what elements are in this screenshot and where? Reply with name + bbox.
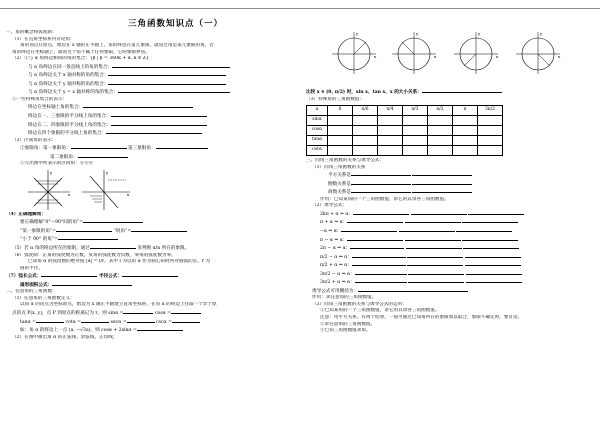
text-line: 注意：用平方关系，有两个结果，一般可通过已知角所在的象限加以取合，象限不确定时，要讨论。 (320, 315, 523, 321)
text-line: ②一些特殊角集合的表示： (12, 96, 68, 102)
unit-circle-figures (306, 30, 596, 88)
unit-circles (306, 30, 596, 88)
table-cell: π/3 (403, 106, 428, 116)
angle-figures (6, 168, 293, 212)
page-title: 三角函数知识点（一） (128, 19, 224, 29)
table-cell[interactable] (328, 126, 353, 136)
answer-blank[interactable] (108, 71, 226, 76)
answer-blank[interactable] (351, 180, 411, 185)
table-cell[interactable] (478, 136, 503, 146)
text-line: 终边在一、三象限的平分线上角的集合： (6, 112, 293, 121)
text-line: （1）任意角的三角函数定义： (12, 295, 75, 301)
text-line: ①已知某角的一个三角函数值，求它的其余各三角函数值。 (320, 308, 440, 314)
table-cell[interactable] (378, 136, 403, 146)
text-line: 作用：求任意角的三角函数值。 (312, 295, 377, 301)
answer-blank[interactable] (399, 227, 455, 232)
text-line: 与 α 角终边关于 y = x 轴对称的角的集合： (6, 88, 293, 97)
table-row-label: tanα (307, 136, 328, 146)
answer-blank[interactable] (462, 218, 518, 223)
text-line: 角的顶点在原点，始边在 x 轴的正半轴上，角的终边在第几象限，就说过角是第几象限的角，若 (20, 43, 214, 49)
svg-text:y: y (106, 169, 109, 175)
table-cell[interactable] (478, 126, 503, 136)
text-line: （7）弧长公式： 半径公式： (6, 272, 293, 281)
table-cell: α (307, 106, 328, 116)
text-line: 商数关系是 (306, 188, 596, 197)
table-cell[interactable] (428, 126, 453, 136)
table-cell[interactable] (353, 116, 378, 126)
answer-blank[interactable] (56, 227, 112, 232)
text-line: 诱导公式可用概括为： (306, 287, 596, 296)
text-line: ①象限角：第一象限角： 第三象限角： (6, 144, 293, 153)
text-line: （6）弧度制：正角的弧度数为正数，负角的弧度数为负数，零角的弧度数为零。 (12, 252, 176, 258)
text-line: 已知角 α 的弧度数的绝对值 |α| = l/r，其中 l 为以角 α 作为圆心角时所对圆弧的长，r 为 (28, 259, 211, 265)
answer-blank[interactable] (405, 218, 461, 223)
text-line: π/2 − α ⇒ α： (306, 253, 596, 262)
table-cell[interactable] (378, 126, 403, 136)
table-row-label: sinα (307, 116, 328, 126)
answer-blank[interactable] (352, 261, 406, 266)
answer-blank[interactable] (407, 261, 463, 266)
answer-blank[interactable] (123, 309, 153, 314)
answer-blank[interactable] (81, 318, 109, 323)
text-line: “小于 90° 的角”= (6, 235, 293, 244)
answer-blank[interactable] (412, 188, 472, 193)
table-cell: π (453, 106, 478, 116)
answer-blank[interactable] (112, 63, 230, 68)
answer-blank[interactable] (127, 318, 155, 323)
text-line: 与 α 角终边关于 y 轴对称的角的集合： (6, 80, 293, 89)
table-cell[interactable] (403, 146, 428, 156)
svg-text:x: x (434, 54, 437, 59)
answer-blank[interactable] (463, 244, 519, 249)
section-heading: 二、任意角的三角函数： (6, 289, 57, 295)
text-line: 圆的半径。 (20, 265, 43, 271)
text-line: （3）区间角的表示： (12, 137, 57, 143)
text-line: 倒数关系是 (306, 180, 596, 189)
table-cell[interactable] (328, 146, 353, 156)
answer-blank[interactable] (351, 188, 411, 193)
text-line: 3π/2 + α ⇒ α： (306, 278, 596, 287)
text-line: 平方关系是 (306, 171, 596, 180)
table-cell[interactable] (378, 146, 403, 156)
answer-blank[interactable] (466, 270, 522, 275)
answer-blank[interactable] (351, 171, 411, 176)
answer-blank[interactable] (137, 326, 183, 331)
answer-blank[interactable] (347, 236, 403, 241)
text-line: ②写出图中所表示的区间角：⑥⑥⑥ (20, 161, 94, 167)
table-cell[interactable] (453, 126, 478, 136)
text-line: 终边在坐标轴上角的集合： (6, 103, 293, 112)
table-cell[interactable] (403, 126, 428, 136)
answer-blank[interactable] (83, 218, 143, 223)
answer-blank[interactable] (111, 121, 207, 126)
answer-blank[interactable] (456, 227, 512, 232)
text-line: π/2 + α ⇒ α： (306, 261, 596, 270)
table-cell[interactable] (403, 136, 428, 146)
table-cell[interactable] (428, 116, 453, 126)
text-line: 点的点 P(x, y)，点 P 到原点的距离记为 r，则 sinα = cosα = (6, 309, 293, 318)
svg-text:x: x (127, 191, 130, 197)
answer-blank[interactable] (412, 171, 472, 176)
answer-blank[interactable] (71, 144, 127, 149)
right-column (306, 30, 596, 335)
table-cell[interactable] (453, 116, 478, 126)
text-line: 比较 x ∈ (0, π/2) 时，sin x、tan x、x 的大小关系： (306, 88, 596, 97)
answer-blank[interactable] (411, 210, 467, 215)
answer-blank[interactable] (466, 278, 522, 283)
svg-text:y: y (50, 169, 53, 175)
text-line: （1）同角三角函数的关系 (312, 164, 366, 170)
text-line: 2π − α ⇒ α： (306, 244, 596, 253)
answer-blank[interactable] (36, 318, 64, 323)
text-line: 以角 α 的顶点为坐标原点，始边为 x 轴正半轴建立直角坐标系，在角 α 的终边上任取一个异于原 (20, 302, 217, 308)
answer-blank[interactable] (408, 278, 464, 283)
table-cell[interactable] (353, 146, 378, 156)
special-angle-table (306, 105, 503, 156)
table-cell: π/6 (353, 106, 378, 116)
table-cell: π/4 (378, 106, 403, 116)
answer-blank[interactable] (352, 253, 406, 258)
table-cell[interactable] (328, 136, 353, 146)
answer-blank[interactable] (172, 318, 200, 323)
table-cell[interactable] (453, 146, 478, 156)
left-column (6, 30, 293, 341)
answer-blank[interactable] (83, 103, 193, 108)
text-line: 与 α 角终边关于 x 轴对称的角的集合： (6, 71, 293, 80)
text-line: 终边在二、四象限的平分线上角的集合： (6, 121, 293, 130)
table-cell: π/2 (428, 106, 453, 116)
text-line: 角的终边在坐标轴上，就说这个角不属于任何象限，它叫象限界角。 (12, 49, 150, 55)
svg-text:y: y (478, 31, 481, 36)
answer-blank[interactable] (355, 278, 407, 283)
section-heading: 一、角的概念和弧度制： (6, 30, 57, 35)
svg-text:x: x (68, 191, 71, 197)
answer-blank[interactable] (122, 272, 178, 277)
answer-blank[interactable] (131, 227, 187, 232)
text-line: 作用：已知某角的一个三角函数值，求它的其余各三角函数值。 (320, 196, 449, 202)
text-line: π − α ⇒ α： (306, 236, 596, 245)
table-cell[interactable] (353, 136, 378, 146)
text-line: “第一象限的角”= “锐角”= (6, 227, 293, 236)
answer-blank[interactable] (341, 227, 397, 232)
table-cell[interactable] (428, 136, 453, 146)
answer-blank[interactable] (462, 236, 518, 241)
table-cell[interactable] (378, 116, 403, 126)
text-line: π + α ⇒ α： (306, 218, 596, 227)
text-line: 2kπ + α ⇒ α： (306, 210, 596, 219)
text-line: 如：角 α 的终边上一点 (a, −√3a)，则 cosα + 2sinα = (6, 326, 293, 335)
svg-text:y: y (540, 31, 543, 36)
answer-blank[interactable] (406, 244, 462, 249)
answer-blank[interactable] (405, 236, 461, 241)
answer-blank[interactable] (408, 270, 464, 275)
table-cell[interactable] (353, 126, 378, 136)
text-line: 要正确理解“0°～90°间的角”= (6, 218, 293, 227)
table-cell[interactable] (453, 136, 478, 146)
text-line: （3）同角三角函数的关系与诱导公式的运用： (312, 301, 407, 307)
svg-text:x: x (558, 54, 561, 59)
text-line: ②求任意角的三角函数值。 (320, 321, 376, 327)
answer-blank[interactable] (465, 253, 521, 258)
text-line: （2）①与 α 角终边相同的角的集合：{β | β = 360k + α, k ∈ Z} (12, 56, 149, 62)
answer-blank[interactable] (422, 88, 502, 93)
answer-blank[interactable] (58, 235, 118, 240)
table-cell[interactable] (478, 116, 503, 126)
text-line: 第二象限角： (6, 153, 293, 162)
top-rule (0, 8, 600, 9)
answer-blank[interactable] (412, 180, 472, 185)
answer-blank[interactable] (118, 88, 230, 93)
text-line: （1）在直角坐标系内讨论角： (12, 36, 75, 42)
answer-blank[interactable] (355, 270, 407, 275)
text-line: （2）诱导公式： (312, 203, 348, 209)
table-cell: 3π/2 (478, 106, 503, 116)
text-line: tanα = cotα = secα = cscα = (6, 318, 293, 327)
svg-text:x: x (496, 54, 499, 59)
answer-blank[interactable] (171, 309, 201, 314)
text-line: ③已知三角函数值求角。 (320, 328, 371, 334)
table-row-label: cosα (307, 126, 328, 136)
section-heading: 三、同角三角函数的关系与诱导公式： (306, 158, 385, 164)
answer-blank[interactable] (41, 272, 97, 277)
answer-blank[interactable] (358, 287, 468, 292)
subsection-heading: （4）正确理解角： (6, 211, 46, 217)
answer-blank[interactable] (52, 281, 132, 286)
answer-blank[interactable] (111, 112, 207, 117)
answer-blank[interactable] (407, 253, 463, 258)
svg-text:y: y (356, 31, 359, 36)
svg-text:y: y (416, 31, 419, 36)
text-line: −α ⇒ α： (306, 227, 596, 236)
table-cell[interactable] (403, 116, 428, 126)
text-line: 3π/2 − α ⇒ α： (306, 270, 596, 279)
text-line: （2）在图中画出角 α 的正弦线、余弦线、正切线； (12, 334, 118, 340)
answer-blank[interactable] (106, 129, 202, 134)
region-diagram-1 (6, 168, 146, 212)
answer-blank[interactable] (353, 210, 409, 215)
answer-blank[interactable] (108, 80, 226, 85)
text-line: （5）若 α 角的终边所在的象限，通过 来判断 α/n 所在的象限。 (12, 246, 190, 252)
text-line: 与 α 角终边在同一条直线上的角的集合： (6, 63, 293, 72)
answer-blank[interactable] (156, 144, 208, 149)
answer-blank[interactable] (468, 210, 524, 215)
table-cell[interactable] (478, 146, 503, 156)
answer-blank[interactable] (465, 261, 521, 266)
text-line: （3）特殊角的三角函数值： (306, 96, 365, 102)
answer-blank[interactable] (347, 218, 403, 223)
table-cell[interactable] (428, 146, 453, 156)
svg-text:x: x (374, 54, 377, 59)
table-cell: 0 (328, 106, 353, 116)
table-row-label: cotα (307, 146, 328, 156)
answer-blank[interactable] (350, 244, 404, 249)
text-line: 终边在四个象限的平分线上角的集合： (6, 129, 293, 138)
table-cell[interactable] (328, 116, 353, 126)
answer-blank[interactable] (78, 153, 128, 158)
text-line: 扇形面积公式： (6, 281, 293, 290)
answer-blank[interactable] (90, 244, 136, 249)
